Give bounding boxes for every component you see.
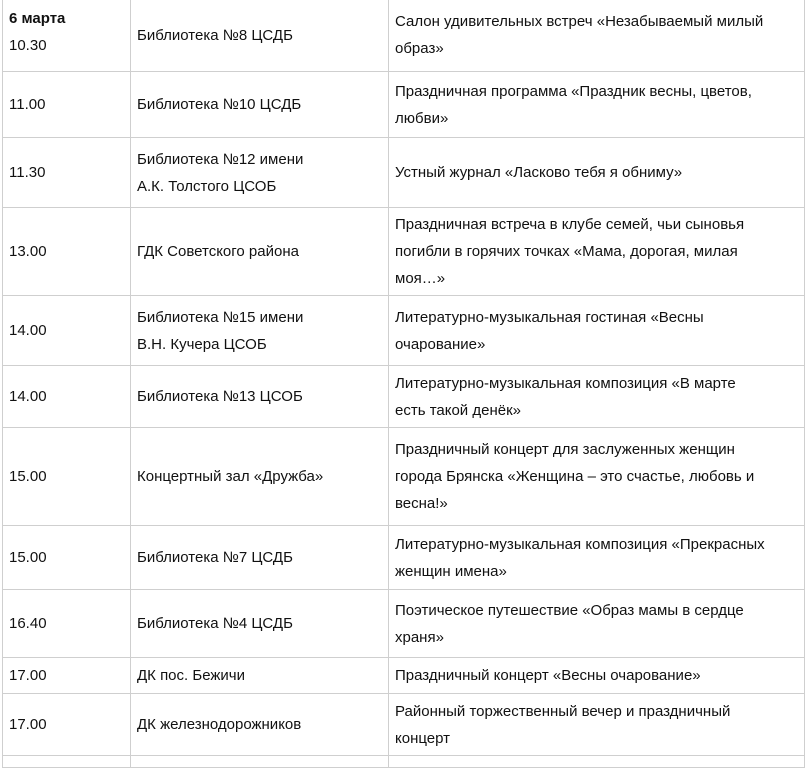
table-row — [3, 428, 805, 526]
venue-cell — [131, 366, 389, 428]
event-time: 13.00 — [9, 243, 47, 260]
venue-cell — [131, 72, 389, 138]
event-title: Поэтическое путешествие «Образ мамы в сердце — [395, 601, 744, 619]
venue-name: А.К. Толстого ЦСОБ — [137, 177, 277, 195]
event-title: Праздничная программа «Праздник весны, цветов, — [395, 82, 752, 100]
empty-cell — [131, 756, 389, 768]
time-cell — [3, 0, 131, 72]
event-cell — [389, 694, 805, 756]
event-title: Литературно-музыкальная гостиная «Весны — [395, 308, 704, 326]
event-title: концерт — [395, 729, 451, 747]
venue-cell — [131, 296, 389, 366]
table-row — [3, 590, 805, 658]
events-table — [2, 0, 805, 768]
event-title: Праздничный концерт для заслуженных женщин — [395, 441, 735, 458]
table-row — [3, 694, 805, 756]
time-cell — [3, 296, 131, 366]
event-time: 14.00 — [9, 388, 47, 405]
event-time: 16.40 — [9, 615, 47, 632]
venue-name: Библиотека №12 имени — [137, 150, 304, 168]
events-table-body — [3, 0, 805, 768]
time-cell — [3, 526, 131, 590]
venue-cell — [131, 694, 389, 756]
time-cell — [3, 72, 131, 138]
event-title: моя…» — [395, 270, 446, 287]
table-row — [3, 0, 805, 72]
time-cell — [3, 658, 131, 694]
venue-name: ДК пос. Бежичи — [137, 667, 245, 684]
venue-name: ГДК Советского района — [137, 243, 299, 260]
event-cell — [389, 208, 805, 296]
event-cell — [389, 138, 805, 208]
event-cell — [389, 366, 805, 428]
event-cell — [389, 658, 805, 694]
time-cell — [3, 694, 131, 756]
venue-cell — [131, 138, 389, 208]
event-title: очарование» — [395, 335, 486, 353]
event-title: Праздничная встреча в клубе семей, чьи сыновья — [395, 216, 745, 233]
venue-name: Концертный зал «Дружба» — [137, 468, 324, 485]
table-row — [3, 366, 805, 428]
event-time: 11.30 — [9, 164, 46, 181]
table-row — [3, 208, 805, 296]
event-time: 17.00 — [9, 716, 47, 733]
event-time: 10.30 — [9, 37, 47, 54]
empty-cell — [389, 756, 805, 768]
venue-name: Библиотека №15 имени — [137, 308, 304, 326]
event-time: 14.00 — [9, 322, 47, 339]
event-time: 15.00 — [9, 468, 47, 485]
venue-cell — [131, 208, 389, 296]
venue-cell — [131, 658, 389, 694]
table-row — [3, 138, 805, 208]
event-cell — [389, 0, 805, 72]
event-cell — [389, 428, 805, 526]
event-title: погибли в горячих точках «Мама, дорогая, милая — [395, 243, 738, 260]
venue-name: В.Н. Кучера ЦСОБ — [137, 335, 267, 353]
venue-name: Библиотека №7 ЦСДБ — [137, 549, 293, 566]
venue-cell — [131, 590, 389, 658]
event-title: города Брянска «Женщина – это счастье, любовь и — [395, 468, 755, 485]
event-title: Литературно-музыкальная композиция «В марте — [395, 374, 736, 392]
venue-name: Библиотека №13 ЦСОБ — [137, 388, 303, 405]
table-row — [3, 526, 805, 590]
event-title: Праздничный концерт «Весны очарование» — [395, 667, 701, 684]
venue-name: Библиотека №10 ЦСДБ — [137, 96, 302, 113]
event-time: 17.00 — [9, 667, 47, 684]
venue-name: Библиотека №4 ЦСДБ — [137, 615, 293, 632]
table-row — [3, 72, 805, 138]
event-cell — [389, 526, 805, 590]
time-cell — [3, 208, 131, 296]
venue-cell — [131, 526, 389, 590]
event-title: Салон удивительных встреч «Незабываемый милый — [395, 13, 764, 30]
event-title: храня» — [395, 628, 444, 646]
event-title: есть такой денёк» — [395, 401, 521, 419]
venue-cell — [131, 0, 389, 72]
event-time: 15.00 — [9, 549, 47, 566]
event-time: 11.00 — [9, 96, 46, 113]
event-title: любви» — [395, 109, 449, 127]
event-title: Районный торжественный вечер и праздничный — [395, 702, 731, 720]
venue-cell — [131, 428, 389, 526]
event-cell — [389, 72, 805, 138]
table-row — [3, 756, 805, 768]
venue-name: ДК железнодорожников — [137, 716, 302, 733]
event-title: весна!» — [395, 495, 448, 512]
event-title: Устный журнал «Ласково тебя я обниму» — [395, 164, 683, 181]
event-cell — [389, 296, 805, 366]
event-cell — [389, 590, 805, 658]
empty-cell — [3, 756, 131, 768]
table-row — [3, 658, 805, 694]
venue-name: Библиотека №8 ЦСДБ — [137, 26, 293, 44]
event-title: Литературно-музыкальная композиция «Прекрасных — [395, 535, 765, 553]
table-row — [3, 296, 805, 366]
time-cell — [3, 590, 131, 658]
time-cell — [3, 428, 131, 526]
event-title: женщин имена» — [395, 562, 507, 580]
date-label: 6 марта — [9, 10, 66, 27]
time-cell — [3, 366, 131, 428]
event-title: образ» — [395, 40, 444, 57]
time-cell — [3, 138, 131, 208]
